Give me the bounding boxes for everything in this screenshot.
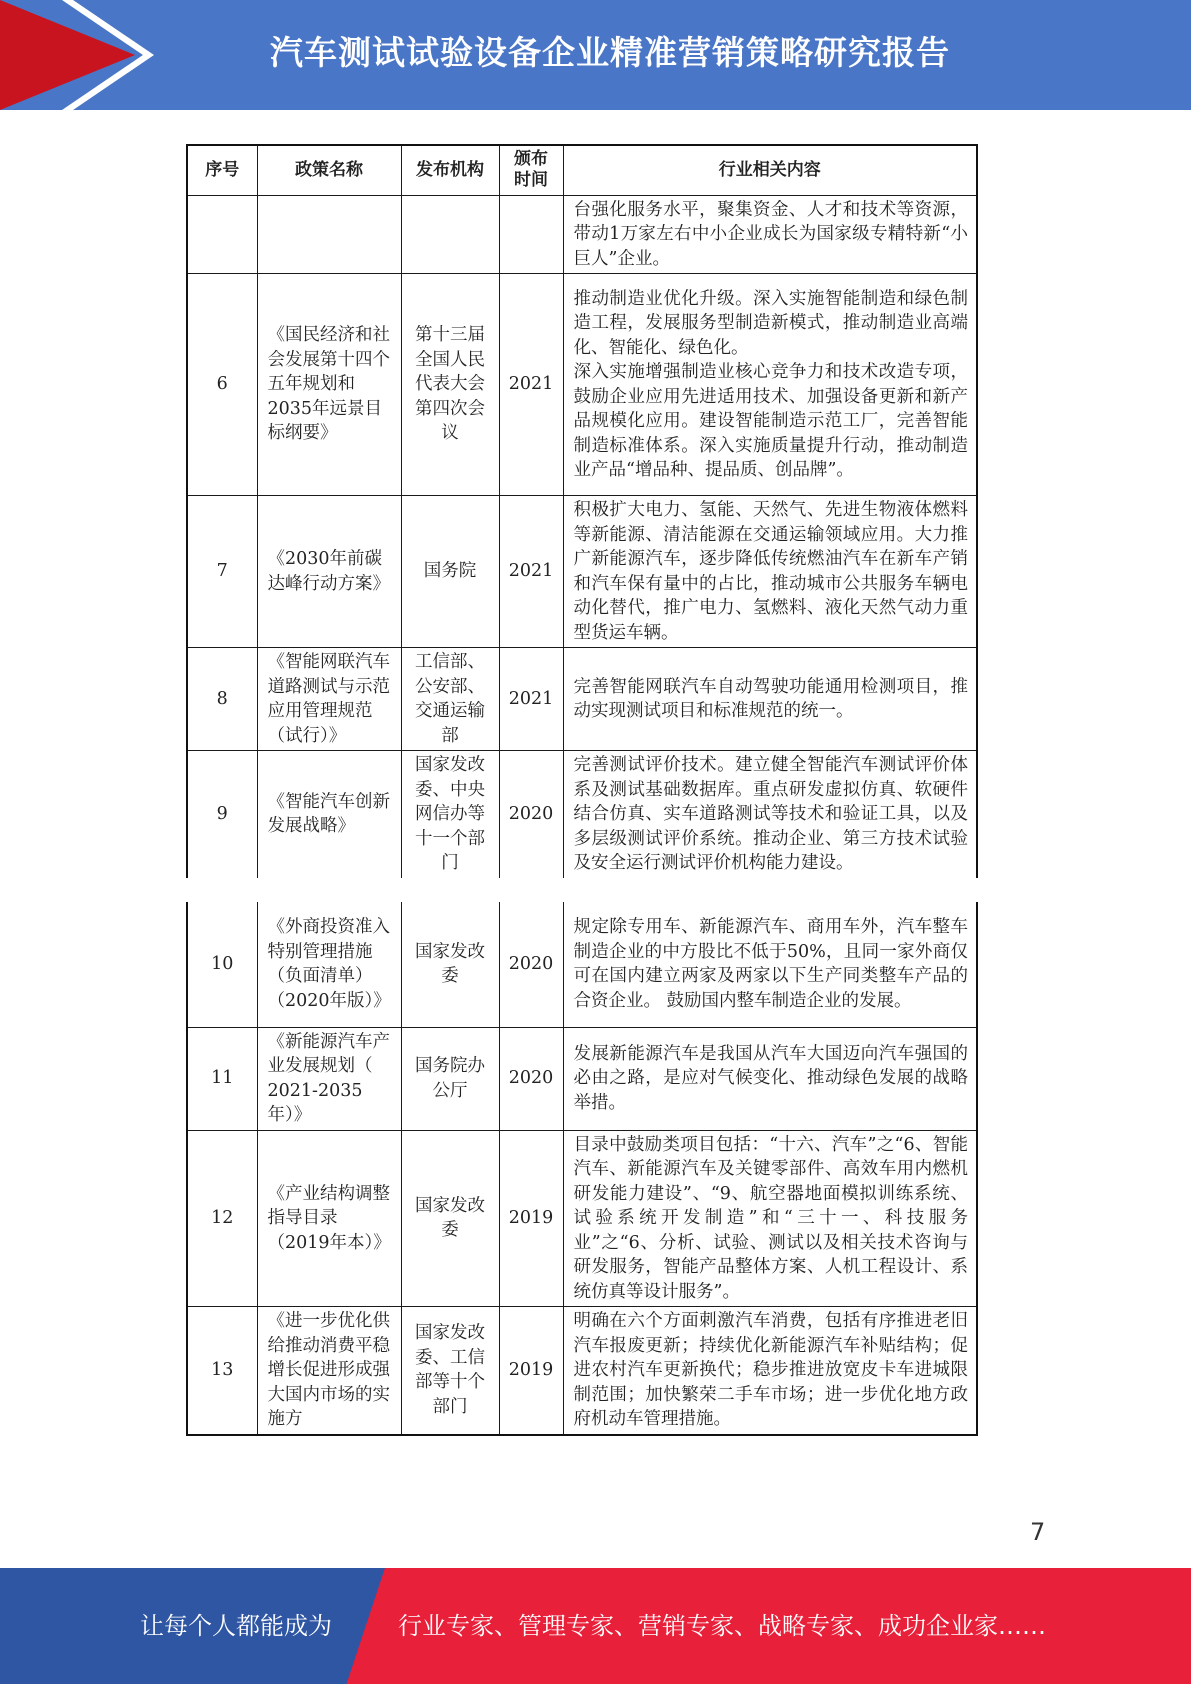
header-time-line2: 时间 (514, 170, 548, 191)
row-content: 台强化服务水平，聚集资金、人才和技术等资源，带动1万家左右中小企业成长为国家级专精特新“小巨人”企业。 (563, 195, 977, 274)
table-row (187, 195, 977, 274)
row-content: 完善智能网联汽车自动驾驶功能通用检测项目，推动实现测试项目和标准规范的统一。 (563, 648, 977, 751)
row-content: 完善测试评价技术。建立健全智能汽车测试评价体系及测试基础数据库。重点研发虚拟仿真、软硬件结合仿真、实车道路测试等技术和验证工具，以及多层级测试评价系统。推动企业、第三方技术试验及安全运行测试评价机构能力建设。 (563, 751, 977, 878)
row-name (257, 195, 401, 274)
row-content: 目录中鼓励类项目包括：“十六、汽车”之“6、智能汽车、新能源汽车及关键零部件、高效车用内燃机研发能力建设”、“9、航空器地面模拟训练系统、试验系统开发制造”和“三十一、科技服务业”之“6、分析、试验、测试以及相关技术咨询与研发服务，智能产品整体方案、人机工程设计、系统仿真等设计服务”。 (563, 1130, 977, 1307)
row-no: 8 (187, 648, 257, 751)
row-content: 积极扩大电力、氢能、天然气、先进生物液体燃料等新能源、清洁能源在交通运输领域应用。大力推广新能源汽车，逐步降低传统燃油汽车在新车产销和汽车保有量中的占比，推动城市公共服务车辆电动化替代，推广电力、氢燃料、液化天然气动力重型货运车辆。 (563, 496, 977, 648)
row-no: 10 (187, 902, 257, 1027)
table-row (187, 1307, 977, 1435)
row-no: 12 (187, 1130, 257, 1307)
row-name: 《智能汽车创新发展战略》 (257, 751, 401, 878)
row-no: 6 (187, 274, 257, 496)
page-footer (0, 1568, 1191, 1684)
row-org: 国家发改委、工信部等十个部门 (401, 1307, 499, 1435)
table-row (187, 496, 977, 648)
row-name: 《新能源汽车产业发展规划（ 2021-2035年）》 (257, 1027, 401, 1130)
table-row (187, 751, 977, 878)
row-org (401, 195, 499, 274)
row-org: 工信部、公安部、交通运输部 (401, 648, 499, 751)
row-year: 2021 (499, 648, 563, 751)
row-content: 明确在六个方面刺激汽车消费，包括有序推进老旧汽车报废更新；持续优化新能源汽车补贴结构；促进农村汽车更新换代；稳步推进放宽皮卡车进城限制范围；加快繁荣二手车市场；进一步优化地方政府机动车管理措施。 (563, 1307, 977, 1435)
row-year: 2020 (499, 902, 563, 1027)
row-name: 《进一步优化供给推动消费平稳增长促进形成强大国内市场的实施方 (257, 1307, 401, 1435)
header-red-arrow (0, 0, 135, 110)
page-number: 7 (1030, 1518, 1046, 1546)
row-no (187, 195, 257, 274)
row-org: 国家发改委 (401, 902, 499, 1027)
row-year: 2020 (499, 751, 563, 878)
table-row (187, 1027, 977, 1130)
row-no: 11 (187, 1027, 257, 1130)
footer-slogan-left: 让每个人都能成为 (140, 1612, 332, 1640)
row-year: 2021 (499, 496, 563, 648)
table-row (187, 648, 977, 751)
policy-table-part-1 (186, 144, 978, 878)
header-content: 行业相关内容 (563, 145, 977, 195)
row-year (499, 195, 563, 274)
row-org: 国家发改委、中央网信办等十一个部门 (401, 751, 499, 878)
report-title: 汽车测试试验设备企业精准营销策略研究报告 (270, 33, 950, 72)
row-no: 7 (187, 496, 257, 648)
row-name: 《产业结构调整指导目录（2019年本）》 (257, 1130, 401, 1307)
footer-slogan-right: 行业专家、管理专家、营销专家、战略专家、成功企业家…… (398, 1612, 1046, 1640)
page-header (0, 0, 1191, 110)
row-year: 2019 (499, 1307, 563, 1435)
row-year: 2019 (499, 1130, 563, 1307)
table-row (187, 902, 977, 1027)
row-no: 13 (187, 1307, 257, 1435)
row-org: 国务院办公厅 (401, 1027, 499, 1130)
row-org: 国家发改委 (401, 1130, 499, 1307)
row-org: 第十三届全国人民代表大会第四次会议 (401, 274, 499, 496)
header-time (499, 145, 563, 195)
row-name: 《2030年前碳达峰行动方案》 (257, 496, 401, 648)
table-row (187, 1130, 977, 1307)
row-name: 《智能网联汽车道路测试与示范应用管理规范（试行）》 (257, 648, 401, 751)
header-no: 序号 (187, 145, 257, 195)
row-content: 规定除专用车、新能源汽车、商用车外，汽车整车制造企业的中方股比不低于50%，且同一家外商仅可在国内建立两家及两家以下生产同类整车产品的合资企业。 鼓励国内整车制造企业的发展。 (563, 902, 977, 1027)
header-org: 发布机构 (401, 145, 499, 195)
row-content: 发展新能源汽车是我国从汽车大国迈向汽车强国的必由之路，是应对气候变化、推动绿色发展的战略举措。 (563, 1027, 977, 1130)
row-name: 《国民经济和社会发展第十四个五年规划和2035年远景目标纲要》 (257, 274, 401, 496)
row-name: 《外商投资准入特别管理措施（负面清单）（2020年版）》 (257, 902, 401, 1027)
table-header-row (187, 145, 977, 195)
policy-table-part-2 (186, 902, 978, 1436)
row-org: 国务院 (401, 496, 499, 648)
row-year: 2021 (499, 274, 563, 496)
header-name: 政策名称 (257, 145, 401, 195)
row-year: 2020 (499, 1027, 563, 1130)
row-content: 推动制造业优化升级。深入实施智能制造和绿色制造工程，发展服务型制造新模式，推动制造业高端化、智能化、绿色化。 深入实施增强制造业核心竞争力和技术改造专项，鼓励企业应用先进适用技术、加强设备更新和新产品规模化应用。建设智能制造示范工厂，完善智能制造标准体系。深入实施质量提升行动，推动制造业产品“增品种、提品质、创品牌”。 (563, 274, 977, 496)
row-no: 9 (187, 751, 257, 878)
header-time-line1: 颁布 (514, 149, 548, 170)
table-row (187, 274, 977, 496)
